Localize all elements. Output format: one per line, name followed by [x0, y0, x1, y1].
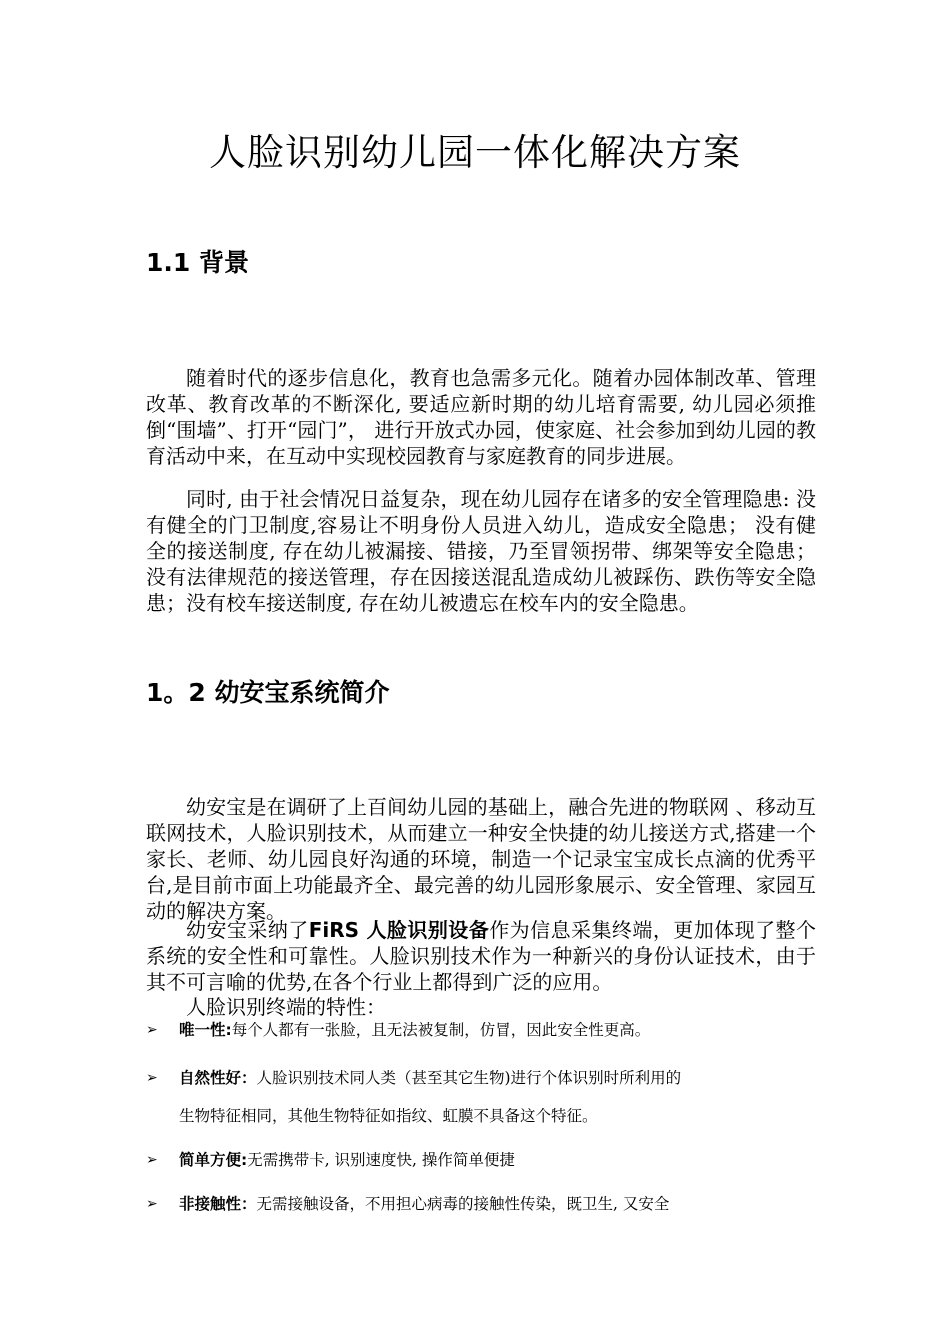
intro-paragraph-2-pre: 幼安宝采纳了 — [186, 918, 309, 942]
feature-item-convenience — [146, 1148, 806, 1173]
arrow-bullet-icon: ➢ — [146, 1022, 158, 1038]
feature-label: 唯一性: — [179, 1021, 232, 1039]
background-paragraph-2: 同时, 由于社会情况日益复杂，现在幼儿园存在诸多的安全管理隐患: 没有健全的门卫制度,容易让不明身份人员进入幼儿，造成安全隐患； 没有健全的接送制度, 存在幼儿被漏接、错接，乃至冒领拐带、绑架等安全隐患；没有法律规范的接送管理，存在因接送混乱造成幼儿被踩伤、跌伤等安全隐患；没有校车接送制度, 存在幼儿被遗忘在校车内的安全隐患。 — [146, 487, 816, 615]
feature-text: 人脸识别技术同人类（甚至其它生物)进行个体识别时所利用的 — [256, 1069, 682, 1087]
feature-text: 无需携带卡, 识别速度快, 操作简单便捷 — [247, 1151, 515, 1169]
feature-item-naturalness — [146, 1066, 806, 1129]
section-heading-system-intro: 1。2 幼安宝系统简介 — [146, 678, 390, 707]
features-intro: 人脸识别终端的特性： — [186, 995, 386, 1019]
arrow-bullet-icon: ➢ — [146, 1196, 158, 1212]
document-title: 人脸识别幼儿园一体化解决方案 — [209, 131, 741, 174]
intro-paragraph-1: 幼安宝是在调研了上百间幼儿园的基础上，融合先进的物联网 、移动互联网技术，人脸识别技术，从而建立一种安全快捷的幼儿接送方式,搭建一个家长、老师、幼儿园良好沟通的环境，制造一个记录宝宝成长点滴的优秀平台,是目前市面上功能最齐全、最完善的幼儿园形象展示、安全管理、家园互动的解决方案。 — [146, 795, 816, 923]
section-heading-background: 1.1 背景 — [146, 248, 249, 277]
feature-label: 自然性好： — [179, 1069, 257, 1087]
feature-label: 非接触性： — [179, 1195, 257, 1213]
feature-item-uniqueness — [146, 1018, 806, 1043]
arrow-bullet-icon: ➢ — [146, 1070, 158, 1086]
feature-label: 简单方便: — [179, 1151, 248, 1169]
feature-item-contactless — [146, 1192, 806, 1217]
intro-paragraph-2 — [146, 917, 816, 995]
firs-device-name: FiRS 人脸识别设备 — [308, 918, 490, 942]
background-paragraph-1: 随着时代的逐步信息化，教育也急需多元化。随着办园体制改革、管理改革、教育改革的不断深化, 要适应新时期的幼儿培育需要, 幼儿园必须推倒“围墙”、打开“园门”， 进行开放式办园，使家庭、社会参加到幼儿园的教育活动中来，在互动中实现校园教育与家庭教育的同步进展。 — [146, 366, 816, 468]
feature-text-continued: 生物特征相同，其他生物特征如指纹、虹膜不具备这个特征。 — [179, 1107, 598, 1125]
arrow-bullet-icon: ➢ — [146, 1152, 158, 1168]
intro-paragraph-2-post: 作为信息采集终端，更加体现了整个系统的安全性和可靠性。人脸识别技术作为一种新兴的身份认证技术，由于其不可言喻的优势,在各个行业上都得到广泛的应用。 — [146, 918, 817, 994]
feature-text: 每个人都有一张脸，且无法被复制，仿冒，因此安全性更高。 — [231, 1021, 651, 1039]
feature-text: 无需接触设备，不用担心病毒的接触性传染，既卫生, 又安全 — [256, 1195, 670, 1213]
